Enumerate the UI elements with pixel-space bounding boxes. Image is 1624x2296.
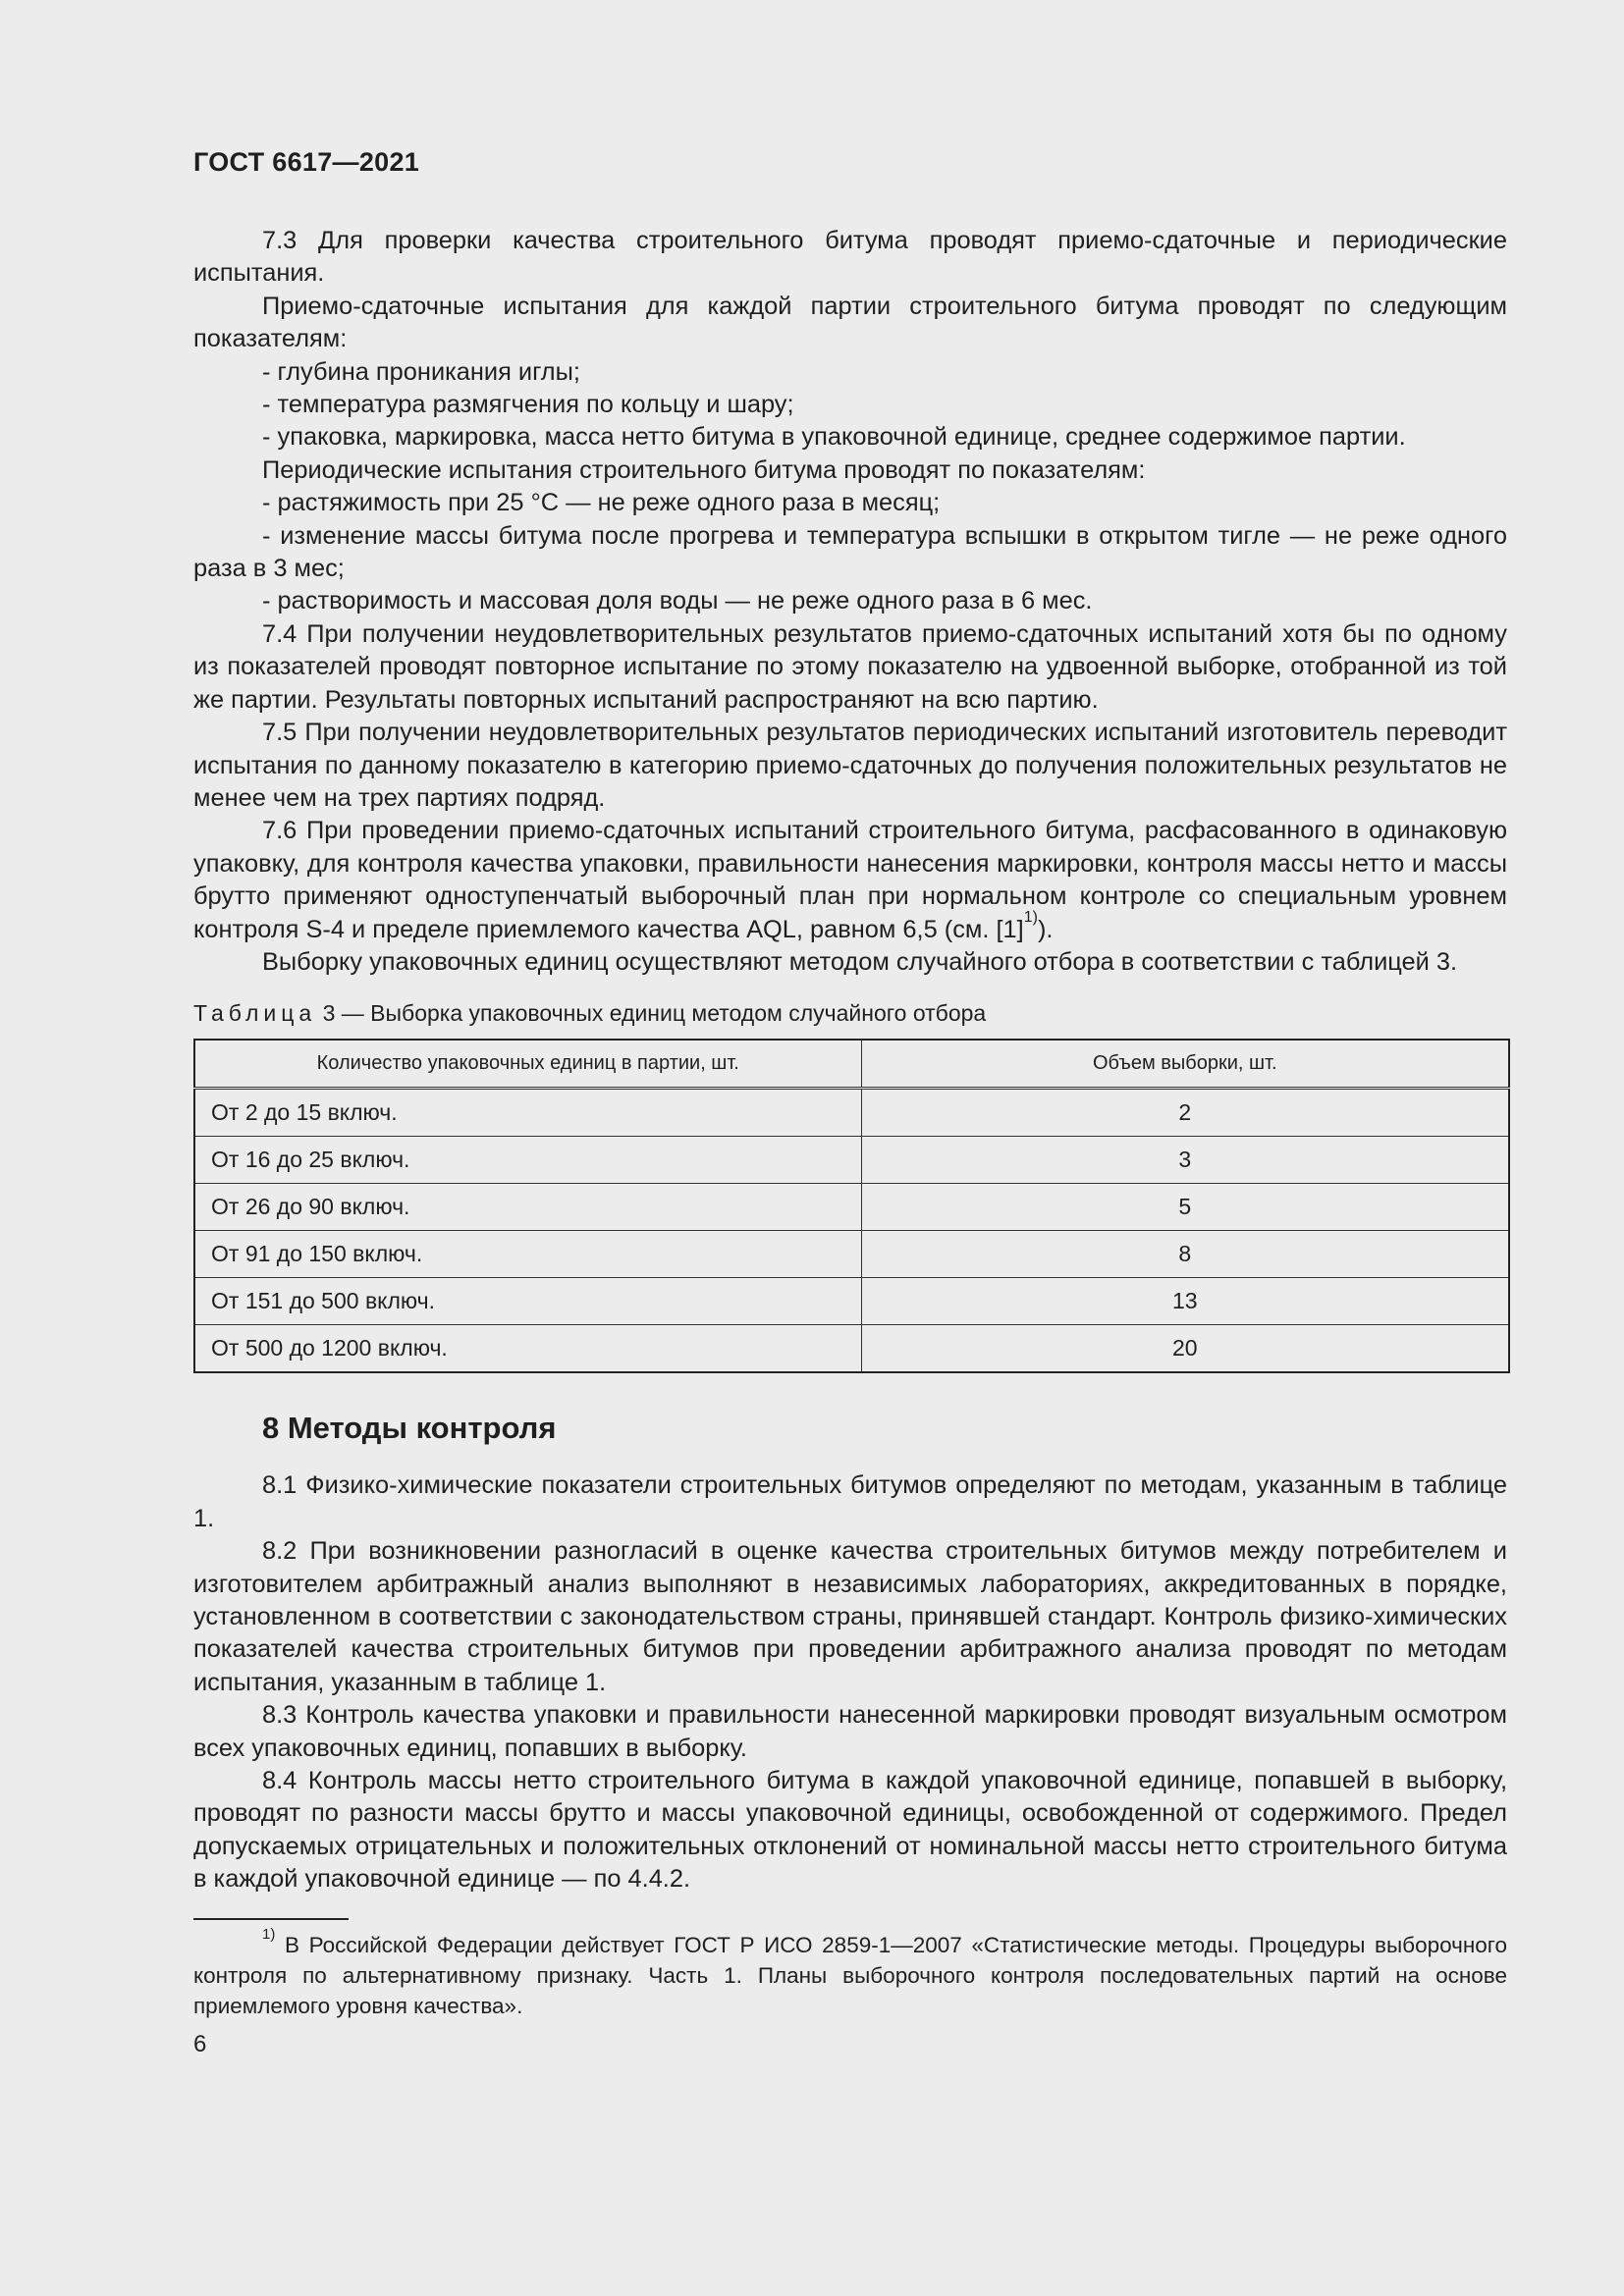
table-row bbox=[194, 1089, 1509, 1137]
table-row bbox=[194, 1325, 1509, 1373]
table-cell: От 151 до 500 включ. bbox=[194, 1278, 861, 1325]
paragraph-8-2: 8.2 При возникновении разногласий в оценке качества строительных битумов между потребителем и изготовителем арбитражный анализ выполняют в независимых лабораториях, аккредитованных в порядке, установленном в соответствии с законодательством страны, принявшей стандарт. Контроль физико-химических показателей качества строительных битумов при проведении арбитражного анализа проводят по методам испытания, указанным в таблице 1. bbox=[193, 1537, 1507, 1696]
paragraph-7-3: 7.3 Для проверки качества строительного битума проводят приемо-сдаточные и периодические испытания. bbox=[193, 227, 1507, 288]
page-content bbox=[193, 225, 1507, 2058]
table-cell: От 500 до 1200 включ. bbox=[194, 1325, 861, 1373]
table-cell: От 2 до 15 включ. bbox=[194, 1089, 861, 1137]
table-caption-prefix: Таблица bbox=[193, 1000, 317, 1027]
table-row bbox=[194, 1278, 1509, 1325]
list-item: - температура размягчения по кольцу и шару; bbox=[262, 391, 794, 419]
document-header: ГОСТ 6617—2021 bbox=[193, 147, 420, 177]
table-cell: От 16 до 25 включ. bbox=[194, 1137, 861, 1184]
list-item: - упаковка, маркировка, масса нетто битума в упаковочной единице, среднее содержимое партии. bbox=[262, 423, 1406, 452]
footnote-marker: 1) bbox=[262, 1925, 276, 1943]
table-cell: 8 bbox=[861, 1231, 1509, 1278]
paragraph-8-4: 8.4 Контроль массы нетто строительного битума в каждой упаковочной единице, попавшей в выборку, проводят по разности массы брутто и массы упаковочной единицы, освобожденной от содержимого. Предел допускаемых отрицательных и положительных отклонений от номинальной массы нетто строительного битума в каждой упаковочной единице — по 4.4.2. bbox=[193, 1767, 1507, 1894]
paragraph-7-6 bbox=[193, 815, 1507, 946]
table-row bbox=[194, 1137, 1509, 1184]
table-cell: 3 bbox=[861, 1137, 1509, 1184]
table-header-row bbox=[194, 1040, 1509, 1089]
paragraph-7-5: 7.5 При получении неудовлетворительных результатов периодических испытаний изготовитель переводит испытания по данному показателю в категорию приемо-сдаточных до получения положительных результатов не менее чем на трех партиях подряд. bbox=[193, 719, 1507, 812]
paragraph-sampling: Выборку упаковочных единиц осуществляют методом случайного отбора в соответствии с таблицей 3. bbox=[262, 947, 1458, 976]
table-cell: 2 bbox=[861, 1089, 1509, 1137]
paragraph-periodic-tests: Периодические испытания строительного битума проводят по показателям: bbox=[262, 455, 1146, 484]
table-row bbox=[194, 1231, 1509, 1278]
sampling-table bbox=[193, 1039, 1510, 1373]
column-header: Количество упаковочных единиц в партии, шт. bbox=[194, 1040, 861, 1089]
paragraph-7-6-text: 7.6 При проведении приемо-сдаточных испытаний строительного битума, расфасованного в одинаковую упаковку, для контроля качества упаковки, правильности нанесения маркировки, контроля массы нетто и массы брутто применяют одноступенчатый выборочный план при нормальном контроле со специальным уровнем контроля S-4 и пределе приемлемого качества AQL, равном 6,5 (см. [1] bbox=[193, 817, 1507, 943]
table-cell: От 26 до 90 включ. bbox=[194, 1184, 861, 1231]
footnote-text: В Российской Федерации действует ГОСТ Р ИСО 2859-1—2007 «Статистические методы. Процедуры выборочного контроля по альтернативному признаку. Часть 1. Планы выборочного контроля последовательных партий на основе приемлемого уровня качества». bbox=[193, 1932, 1507, 2018]
paragraph-8-1: 8.1 Физико-химические показатели строительных битумов определяют по методам, указанным в таблице 1. bbox=[193, 1471, 1507, 1532]
list-item: - растяжимость при 25 °C — не реже одного раза в месяц; bbox=[262, 489, 941, 517]
paragraph-7-4: 7.4 При получении неудовлетворительных результатов приемо-сдаточных испытаний хотя бы по одному из показателей проводят повторное испытание по этому показателю на удвоенной выборке, отобранной из той же партии. Результаты повторных испытаний распространяют на всю партию. bbox=[193, 619, 1507, 714]
footnote bbox=[193, 1925, 1507, 2021]
table-cell: 5 bbox=[861, 1184, 1509, 1231]
paragraph-7-6-end: ). bbox=[1037, 915, 1054, 943]
column-header: Объем выборки, шт. bbox=[861, 1040, 1509, 1089]
paragraph-8-3: 8.3 Контроль качества упаковки и правильности нанесенной маркировки проводят визуальным осмотром всех упаковочных единиц, попавших в выборку. bbox=[193, 1701, 1507, 1762]
list-item: - изменение массы битума после прогрева и температура вспышки в открытом тигле — не реже одного раза в 3 мес; bbox=[193, 521, 1507, 583]
table-cell: 20 bbox=[861, 1325, 1509, 1373]
footnote-reference: 1) bbox=[1023, 908, 1038, 926]
table-row bbox=[194, 1184, 1509, 1231]
list-item: - глубина проникания иглы; bbox=[262, 357, 580, 386]
paragraph-acceptance-tests: Приемо-сдаточные испытания для каждой партии строительного битума проводят по следующим показателям: bbox=[193, 292, 1507, 353]
table-caption-title: 3 — Выборка упаковочных единиц методом случайного отбора bbox=[322, 1000, 987, 1027]
table-caption bbox=[193, 998, 1507, 1028]
page-number: 6 bbox=[193, 2030, 207, 2057]
table-cell: 13 bbox=[861, 1278, 1509, 1325]
footnote-divider bbox=[193, 1918, 349, 1920]
table-cell: От 91 до 150 включ. bbox=[194, 1231, 861, 1278]
section-heading: 8 Методы контроля bbox=[262, 1411, 557, 1446]
list-item: - растворимость и массовая доля воды — не реже одного раза в 6 мес. bbox=[262, 587, 1093, 615]
